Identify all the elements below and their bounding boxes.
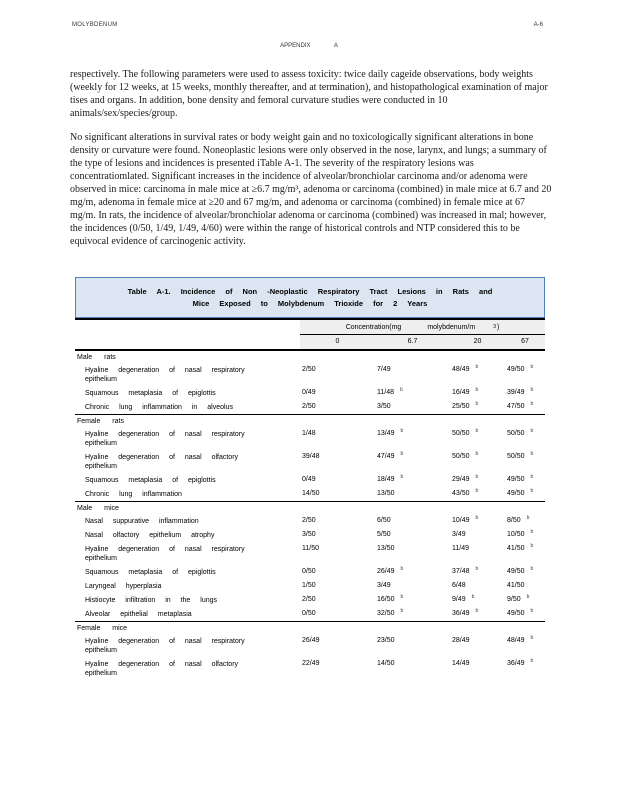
lesion-cell: Nasal suppurative inflammation: [85, 518, 199, 525]
incidence-value: 39/49: [507, 389, 525, 396]
footnote-marker: b: [530, 487, 534, 494]
incidence-value-cell: [375, 487, 450, 502]
incidence-value: 0/49: [302, 476, 316, 483]
incidence-value-cell: [300, 634, 375, 657]
incidence-value-cell: [300, 579, 375, 593]
incidence-value-cell: [450, 634, 505, 657]
dose-header-row: [75, 335, 545, 351]
section-header-row: [75, 415, 545, 428]
lesion-cell: Nasal olfactory epithelium atrophy: [85, 532, 215, 539]
table-row: [75, 386, 545, 400]
incidence-value: 9/49: [452, 596, 466, 603]
footnote-marker: b: [475, 565, 479, 572]
concentration-header-cell: [300, 319, 545, 335]
concentration-label: Concentration(mg: [345, 324, 402, 331]
incidence-value: 26/49: [377, 568, 395, 575]
incidence-value: 49/50: [507, 568, 525, 575]
incidence-value: 13/49: [377, 430, 395, 437]
footnote-marker: b: [530, 400, 534, 407]
incidence-value: 9/50: [507, 596, 521, 603]
lesion-cell: Hyaline degeneration of nasal olfactory epithelium: [85, 454, 239, 470]
table-row: [75, 565, 545, 579]
incidence-value: 3/49: [377, 582, 391, 589]
incidence-value-cell: [375, 363, 450, 386]
incidence-value-cell: [375, 657, 450, 680]
incidence-value: 48/49: [452, 366, 470, 373]
lesion-cell: Hyaline degeneration of nasal respiratory epithelium: [85, 431, 245, 447]
incidence-value: 37/48: [452, 568, 470, 575]
incidence-value-cell: [505, 427, 545, 450]
incidence-value-cell: [450, 363, 505, 386]
section-header-row: [75, 502, 545, 515]
incidence-value-cell: [375, 579, 450, 593]
lesion-cell: Squamous metaplasia of epiglottis: [85, 569, 216, 576]
footnote-marker: b: [526, 593, 530, 600]
incidence-value: 41/50: [507, 582, 525, 589]
incidence-value-cell: [300, 386, 375, 400]
incidence-value: 6/48: [452, 582, 466, 589]
incidence-value: 2/50: [302, 517, 316, 524]
incidence-value-cell: [505, 528, 545, 542]
incidence-value-cell: [505, 607, 545, 622]
incidence-value-cell: [450, 579, 505, 593]
incidence-value-cell: [450, 514, 505, 528]
footnote-marker: b: [530, 542, 534, 549]
table-row: [75, 528, 545, 542]
incidence-value-cell: [505, 363, 545, 386]
dose-header: 67: [505, 335, 545, 351]
incidence-value: 26/49: [302, 637, 320, 644]
incidence-value: 2/50: [302, 366, 316, 373]
lesion-cell: Chronic lung inflammation: [85, 491, 182, 498]
footnote-marker: b: [475, 363, 479, 370]
incidence-value: 16/49: [452, 389, 470, 396]
appendix-heading: APPENDIX A: [280, 43, 338, 49]
incidence-value: 49/50: [507, 610, 525, 617]
incidence-value-cell: [505, 593, 545, 607]
incidence-value: 6/50: [377, 517, 391, 524]
incidence-value-cell: [375, 473, 450, 487]
incidence-value: 3/49: [452, 531, 466, 538]
incidence-value: 47/50: [507, 403, 525, 410]
incidence-value-cell: [300, 528, 375, 542]
incidence-value-cell: [375, 634, 450, 657]
incidence-value: 23/50: [377, 637, 395, 644]
incidence-value: 49/50: [507, 366, 525, 373]
footnote-marker: b: [530, 450, 534, 457]
lesion-cell: Hyaline degeneration of nasal olfactory epithelium: [85, 661, 239, 677]
footnote-marker: b: [530, 473, 534, 480]
footnote-marker: b: [530, 386, 534, 393]
incidence-value: 11/50: [302, 545, 319, 552]
footnote-marker: b: [400, 473, 404, 480]
lesion-cell: Laryngeal hyperplasia: [85, 583, 162, 590]
incidence-value-cell: [300, 607, 375, 622]
incidence-value: 3/50: [377, 403, 391, 410]
footnote-marker: b: [526, 514, 530, 521]
incidence-value: 1/48: [302, 430, 316, 437]
incidence-value-cell: [375, 386, 450, 400]
incidence-value-cell: [375, 450, 450, 473]
table-row: [75, 487, 545, 502]
concentration-unit: molybdenum/m: [427, 324, 476, 331]
footnote-marker: b: [400, 450, 404, 457]
incidence-value-cell: [450, 657, 505, 680]
incidence-value-cell: [300, 450, 375, 473]
incidence-value: 14/50: [377, 660, 395, 667]
incidence-value-cell: [375, 593, 450, 607]
incidence-value: 11/48: [377, 389, 394, 396]
section-label: Female mice: [75, 622, 545, 635]
incidence-value: 13/50: [377, 545, 395, 552]
footnote-marker: b: [530, 363, 534, 370]
incidence-value-cell: [505, 657, 545, 680]
incidence-value: 11/49: [452, 545, 469, 552]
footnote-marker: b: [530, 607, 534, 614]
table-row: [75, 450, 545, 473]
table-row: [75, 579, 545, 593]
incidence-value-cell: [450, 565, 505, 579]
incidence-value: 18/49: [377, 476, 395, 483]
footnote-marker: b: [475, 427, 479, 434]
footnote-marker: b: [475, 473, 479, 480]
incidence-value: 50/50: [507, 430, 525, 437]
incidence-value: 13/50: [377, 490, 395, 497]
incidence-value-cell: [375, 565, 450, 579]
lesion-cell: Alveolar epithelial metaplasia: [85, 611, 192, 618]
incidence-value-cell: [300, 593, 375, 607]
incidence-value-cell: [450, 487, 505, 502]
footnote-marker: b: [530, 565, 534, 572]
section-label: Male mice: [75, 502, 545, 515]
incidence-value: 50/50: [507, 453, 525, 460]
footnote-marker: b: [530, 657, 534, 664]
incidence-value-cell: [505, 450, 545, 473]
incidence-value: 50/50: [452, 453, 470, 460]
incidence-value-cell: [375, 542, 450, 565]
table-row: [75, 657, 545, 680]
incidence-value: 2/50: [302, 403, 316, 410]
paragraph-findings: No significant alterations in survival rates or body weight gain and no toxicologically significant alterations in bone density or curvature were found. Noneoplastic lesions were only observed in the nose, larynx, and lungs; a summary of the type of lesions and incidences is presented iTable A-1. The severity of the respiratory lesions was concentratiomlated. Significant increases in the incidence of alveolar/bronchiolar carcinoma and/or adenoma were observed in mice: carcinoma in male mice at ≥6.7 mg/m³, adenoma or carcinoma (combined) in male mice at 6.7 and 20 mg/m, adenoma in female mice at ≥20 and 67 mg/m, and adenoma or carcinoma (combined) in female mice at 67 mg/m. In rats, the incidence of alveolar/bronchiolar adenoma or carcinoma (combined) was increased in mal; however, the incidences (0/50, 1/49, 1/49, 4/60) were within the range of historical controls and NTP considered this to be equivocal evidence of carcinogenic activity.: [70, 132, 552, 247]
incidence-value: 7/49: [377, 366, 391, 373]
page-number: A-6: [533, 22, 543, 28]
incidence-value: 49/50: [507, 476, 525, 483]
lesion-cell: Squamous metaplasia of epiglottis: [85, 390, 216, 397]
incidence-value: 14/49: [452, 660, 470, 667]
incidence-value: 10/49: [452, 517, 470, 524]
lesion-cell: Hyaline degeneration of nasal respiratory epithelium: [85, 546, 245, 562]
footnote-marker: b: [530, 634, 534, 641]
incidence-value: 29/49: [452, 476, 470, 483]
table-title-line1: Table A-1. Incidence of Non -Neoplastic Respiratory Tract Lesions in Rats and: [127, 287, 493, 296]
concentration-paren: ): [496, 324, 500, 331]
lesion-cell: Hyaline degeneration of nasal respiratory epithelium: [85, 638, 245, 654]
incidence-value: 41/50: [507, 545, 525, 552]
incidence-value: 5/50: [377, 531, 391, 538]
table-title-line2: Mice Exposed to Molybdenum Trioxide for 2 Years: [192, 299, 428, 308]
table-row: [75, 363, 545, 386]
incidence-value-cell: [505, 386, 545, 400]
incidence-value-cell: [300, 487, 375, 502]
incidence-value-cell: [375, 427, 450, 450]
table-row: [75, 542, 545, 565]
footnote-marker: b: [400, 565, 404, 572]
incidence-value: 0/50: [302, 610, 316, 617]
incidence-value: 48/49: [507, 637, 525, 644]
incidence-value-cell: [450, 542, 505, 565]
incidence-value: 39/48: [302, 453, 320, 460]
lesion-incidence-table: [75, 318, 545, 680]
footnote-marker: b: [475, 487, 479, 494]
incidence-value-cell: [450, 593, 505, 607]
footnote-marker: b: [475, 400, 479, 407]
incidence-value: 25/50: [452, 403, 470, 410]
table-title: [75, 277, 545, 318]
incidence-value-cell: [450, 450, 505, 473]
incidence-value: 8/50: [507, 517, 521, 524]
footnote-marker: b: [471, 593, 475, 600]
footnote-marker: b: [400, 593, 404, 600]
lesion-cell: Squamous metaplasia of epiglottis: [85, 477, 216, 484]
incidence-value: 0/49: [302, 389, 316, 396]
table-row: [75, 427, 545, 450]
incidence-value-cell: [450, 400, 505, 415]
table-row: [75, 473, 545, 487]
incidence-value-cell: [505, 473, 545, 487]
incidence-value: 1/50: [302, 582, 316, 589]
incidence-value: 10/50: [507, 531, 525, 538]
running-header-title: MOLYBDENUM: [72, 22, 118, 28]
footnote-marker: b: [400, 427, 404, 434]
incidence-value-cell: [300, 363, 375, 386]
incidence-value-cell: [300, 657, 375, 680]
section-header-row: [75, 622, 545, 635]
concentration-superscript: 3: [493, 324, 496, 330]
footnote-marker: b: [400, 386, 403, 393]
table-row: [75, 634, 545, 657]
incidence-value-cell: [505, 487, 545, 502]
incidence-value-cell: [375, 514, 450, 528]
empty-dose-cell: [75, 335, 300, 351]
incidence-value-cell: [505, 634, 545, 657]
footnote-marker: b: [530, 528, 534, 535]
concentration-header-row: [75, 319, 545, 335]
footnote-marker: b: [475, 450, 479, 457]
table-row: [75, 400, 545, 415]
incidence-value: 16/50: [377, 596, 395, 603]
lesion-cell: Hyaline degeneration of nasal respiratory epithelium: [85, 367, 245, 383]
lesion-cell: Chronic lung inflammation in alveolus: [85, 404, 233, 411]
table-a1: [75, 277, 545, 680]
incidence-value-cell: [300, 473, 375, 487]
incidence-value-cell: [300, 400, 375, 415]
table-body: [75, 350, 545, 680]
incidence-value: 22/49: [302, 660, 320, 667]
empty-header-cell: [75, 319, 300, 335]
incidence-value-cell: [375, 607, 450, 622]
incidence-value-cell: [375, 400, 450, 415]
lesion-cell: Histiocyte infiltration in the lungs: [85, 597, 217, 604]
footnote-marker: b: [475, 514, 479, 521]
incidence-value-cell: [505, 514, 545, 528]
incidence-value-cell: [450, 473, 505, 487]
incidence-value-cell: [300, 514, 375, 528]
footnote-marker: b: [530, 427, 534, 434]
incidence-value-cell: [300, 565, 375, 579]
section-header-row: [75, 350, 545, 363]
incidence-value: 0/50: [302, 568, 316, 575]
incidence-value-cell: [505, 565, 545, 579]
incidence-value-cell: [300, 542, 375, 565]
footnote-marker: b: [475, 607, 479, 614]
dose-header: 20: [450, 335, 505, 351]
incidence-value-cell: [375, 528, 450, 542]
table-row: [75, 593, 545, 607]
section-label: Male rats: [77, 354, 116, 361]
incidence-value: 36/49: [507, 660, 525, 667]
table-row: [75, 607, 545, 622]
section-label: Female rats: [75, 415, 545, 428]
incidence-value-cell: [450, 528, 505, 542]
incidence-value-cell: [450, 427, 505, 450]
incidence-value: 43/50: [452, 490, 470, 497]
dose-header: 0: [300, 335, 375, 351]
footnote-marker: b: [400, 607, 404, 614]
incidence-value-cell: [450, 386, 505, 400]
incidence-value-cell: [505, 400, 545, 415]
incidence-value: 50/50: [452, 430, 470, 437]
incidence-value: 2/50: [302, 596, 316, 603]
incidence-value: 32/50: [377, 610, 395, 617]
incidence-value: 28/49: [452, 637, 470, 644]
incidence-value-cell: [505, 542, 545, 565]
footnote-marker: b: [475, 386, 479, 393]
incidence-value: 3/50: [302, 531, 316, 538]
paragraph-study-parameters: respectively. The following parameters were used to assess toxicity: twice daily cageide observations, body weights (weekly for 12 weeks, at 15 weeks, monthly thereafter, and at termination), and histopathological examination of major tises and organs. In addition, bone density and femoral curvature studies were conducted in 10 animals/sex/species/group.: [70, 69, 548, 119]
incidence-value: 36/49: [452, 610, 470, 617]
incidence-value-cell: [450, 607, 505, 622]
incidence-value: 49/50: [507, 490, 525, 497]
dose-header: 6.7: [375, 335, 450, 351]
incidence-value-cell: [505, 579, 545, 593]
incidence-value: 14/50: [302, 490, 320, 497]
incidence-value-cell: [300, 427, 375, 450]
incidence-value: 47/49: [377, 453, 395, 460]
table-row: [75, 514, 545, 528]
